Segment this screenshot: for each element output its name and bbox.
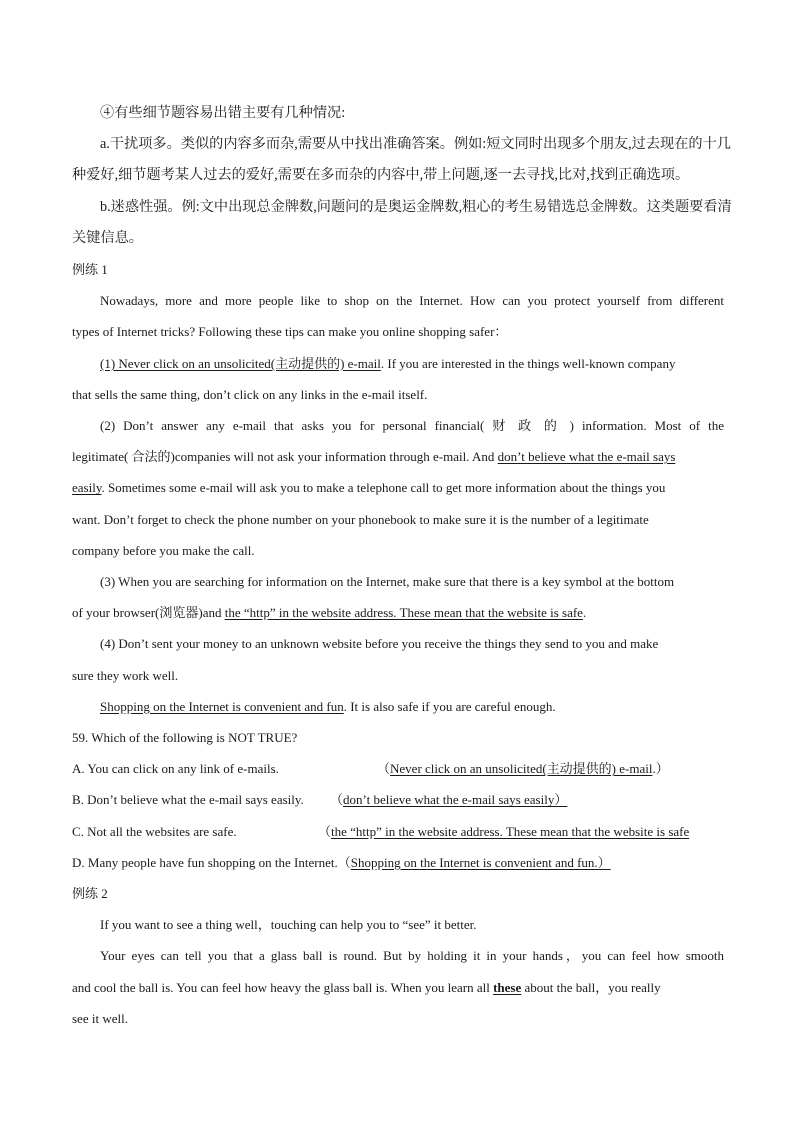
tip-1-underline: (1) Never click on an unsolicited(主动提供的) e-mail	[100, 355, 381, 371]
point-b-line-2: 关键信息。	[72, 229, 143, 246]
tip-1-line-2: that sells the same thing, don’t click on any links in the e-mail itself.	[72, 386, 428, 402]
option-b-hint: don’t believe what the e-mail says easily）	[343, 792, 568, 808]
option-c-hint: the “http” in the website address. These mean that the website is safe	[331, 823, 690, 839]
point-a-line-2: 种爱好,细节题考某人过去的爱好,需要在多而杂的内容中,带上问题,逐一去寻找,比对,找到正确选项。	[72, 167, 690, 184]
tip-1-text: . If you are interested in the things well-known company	[380, 355, 676, 371]
closing-text: . It is also safe if you are careful enough.	[343, 698, 556, 714]
passage-2-bold-word: these	[493, 979, 522, 995]
document-page	[72, 98, 732, 1034]
tip-2-text: legitimate( 合法的)companies will not ask your information through e-mail. And	[72, 449, 498, 465]
option-c-hint-open: （	[318, 823, 332, 839]
option-a-hint-open: （	[377, 761, 391, 777]
option-b	[72, 784, 724, 815]
section-heading: ④有些细节题容易出错主要有几种情况:	[100, 105, 346, 121]
tip-4-line-2: sure they work well.	[72, 667, 179, 683]
passage-2-line-1: Your eyes can tell you that a glass ball is round. But by holding it in your hands，you can feel how smooth	[100, 948, 724, 964]
option-a	[72, 753, 724, 784]
tip-3-line-2	[72, 597, 724, 628]
tip-2-line-2	[72, 441, 724, 472]
example-2-label: 例练 2	[72, 886, 108, 902]
tip-2-line-1: (2) Don’t answer any e-mail that asks you for personal financial( 财 政 的 ) information. Most of the	[100, 418, 724, 434]
tip-1-line-1	[72, 348, 724, 379]
passage-2-text-b: about the ball，you really	[521, 979, 661, 995]
option-c	[72, 816, 724, 847]
tip-3-underline: the “http” in the website address. These mean that the website is safe	[224, 605, 583, 621]
option-d-hint-open: （	[337, 854, 351, 870]
point-a-line-1: a.干扰项多。类似的内容多而杂,需要从中找出准确答案。例如:短文同时出现多个朋友,过去现在的十几	[100, 136, 731, 153]
option-d	[72, 847, 724, 878]
tip-3-text: of your browser(浏览器)and	[72, 605, 225, 621]
passage-2-text-a: and cool the ball is. You can feel how heavy the glass ball is. When you learn all	[72, 979, 494, 995]
option-c-text: C. Not all the websites are safe.	[72, 823, 237, 839]
option-b-hint-open: （	[330, 792, 344, 808]
passage-2-para-1: If you want to see a thing well，touching can help you to “see” it better.	[100, 917, 477, 933]
tip-2-line-3	[72, 472, 724, 503]
passage-1-line-1: Nowadays, more and more people like to shop on the Internet. How can you protect yourself from different	[100, 293, 724, 309]
tip-2-line-5: company before you make the call.	[72, 542, 255, 558]
example-1-label: 例练 1	[72, 262, 108, 278]
tip-4-line-1: (4) Don’t sent your money to an unknown website before you receive the things they send to you and make	[100, 636, 659, 652]
question-stem: 59. Which of the following is NOT TRUE?	[72, 730, 298, 746]
tip-2-underline-b: easily	[72, 480, 102, 496]
passage-2-line-2	[72, 972, 724, 1003]
tip-3-line-1: (3) When you are searching for information on the Internet, make sure that there is a key symbol at the bottom	[100, 574, 675, 590]
option-a-hint-close: .）	[652, 761, 669, 777]
passage-2-line-3: see it well.	[72, 1010, 128, 1026]
tip-2-underline-a: don’t believe what the e-mail says	[497, 449, 676, 465]
option-a-text: A. You can click on any link of e-mails.	[72, 761, 279, 777]
tip-2-text-b: . Sometimes some e-mail will ask you to make a telephone call to get more information about the things you	[101, 480, 666, 496]
option-d-text: D. Many people have fun shopping on the Internet.	[72, 854, 338, 870]
option-a-hint: Never click on an unsolicited(主动提供的) e-mail	[390, 761, 653, 777]
closing-line	[72, 691, 724, 722]
point-b-line-1: b.迷惑性强。例:文中出现总金牌数,问题问的是奥运金牌数,粗心的考生易错选总金牌数。这类题要看清	[100, 198, 732, 215]
closing-underline: Shopping on the Internet is convenient and fun	[100, 698, 344, 714]
option-d-hint: Shopping on the Internet is convenient and fun.）	[350, 854, 611, 870]
passage-1-line-2: types of Internet tricks? Following these tips can make you online shopping safer：	[72, 324, 508, 340]
tip-3-period: .	[582, 605, 587, 621]
option-b-text: B. Don’t believe what the e-mail says easily.	[72, 792, 304, 808]
tip-2-line-4: want. Don’t forget to check the phone number on your phonebook to make sure it is the number of a legitimate	[72, 511, 649, 527]
